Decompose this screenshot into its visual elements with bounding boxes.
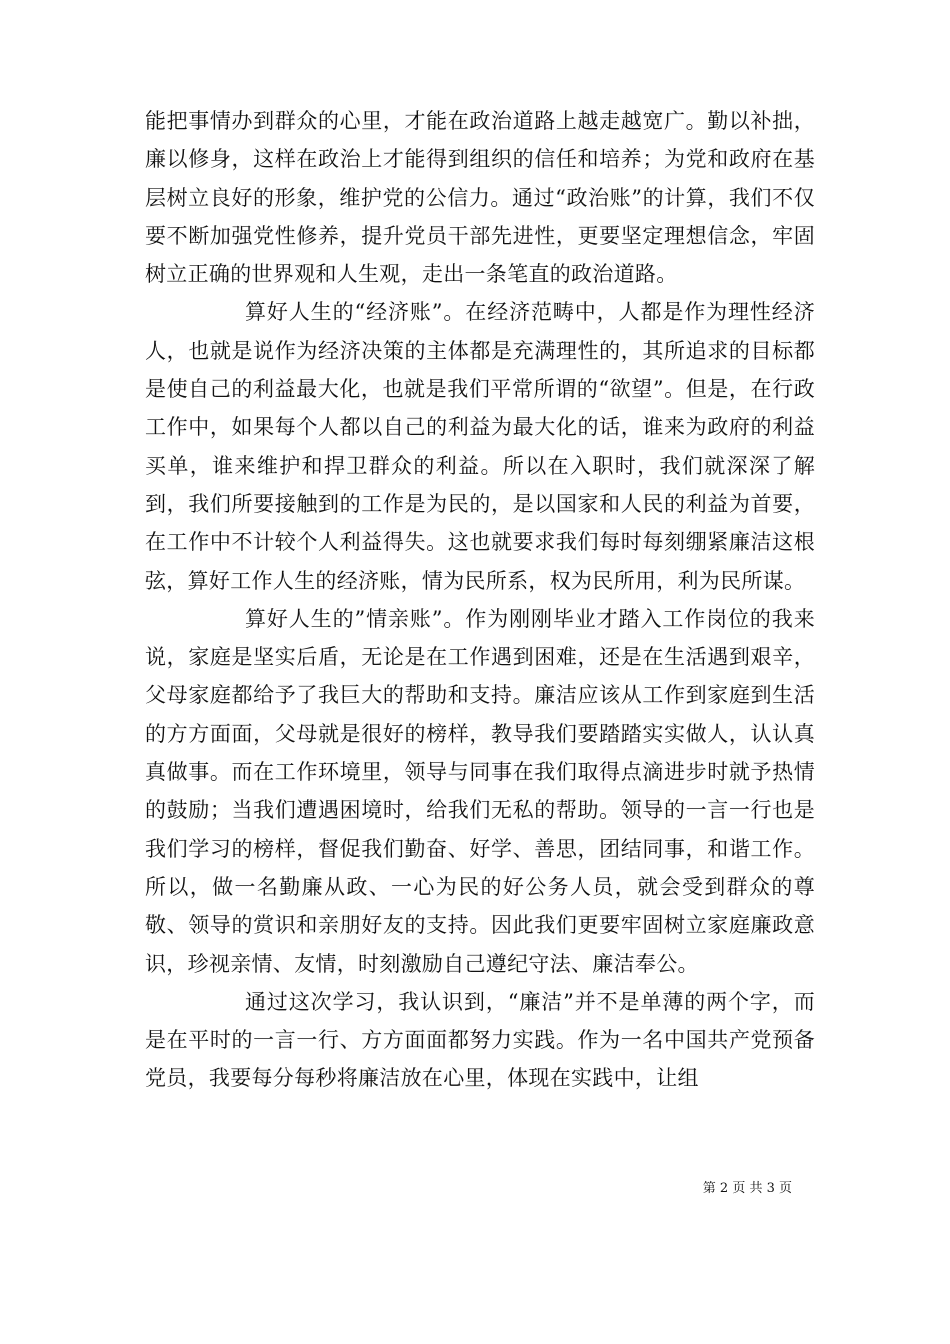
paragraph-economic-account: 算好人生的“经济账”。在经济范畴中，人都是作为理性经济人，也就是说作为经济决策的主体都是充满理性的，其所追求的目标都是使自己的利益最大化，也就是我们平常所谓的“欲望”。但是，在行政工作中，如果每个人都以自己的利益为最大化的话，谁来为政府的利益买单，谁来维护和捍卫群众的利益。所以在入职时，我们就深深了解到，我们所要接触到的工作是为民的，是以国家和人民的利益为首要，在工作中不计较个人利益得失。这也就要求我们每时每刻绷紧廉洁这根弦，算好工作人生的经济账，情为民所系，权为民所用，利为民所谋。 — [145, 300, 815, 593]
paragraph-family-account: 算好人生的”情亲账”。作为刚刚毕业才踏入工作岗位的我来说，家庭是坚实后盾，无论是在工作遇到困难，还是在生活遇到艰辛，父母家庭都给予了我巨大的帮助和支持。廉洁应该从工作到家庭到生活的方方面面，父母就是很好的榜样，教导我们要踏踏实实做人，认认真真做事。而在工作环境里，领导与同事在我们取得点滴进步时就予热情的鼓励；当我们遭遇困境时，给我们无私的帮助。领导的一言一行也是我们学习的榜样，督促我们勤奋、好学、善思，团结同事，和谐工作。所以，做一名勤廉从政、一心为民的好公务人员，就会受到群众的尊敬、领导的赏识和亲朋好友的支持。因此我们更要牢固树立家庭廉政意识，珍视亲情、友情，时刻激励自己遵纪守法、廉洁奉公。 — [145, 606, 815, 976]
page-number-footer: 第 2 页 共 3 页 — [702, 1181, 792, 1196]
document-body — [145, 102, 815, 1098]
paragraph-conclusion: 通过这次学习，我认识到，“廉洁”并不是单薄的两个字，而是在平时的一言一行、方方面面都努力实践。作为一名中国共产党预备党员，我要每分每秒将廉洁放在心里，体现在实践中，让组 — [145, 989, 815, 1091]
paragraph-political-account-continued: 能把事情办到群众的心里，才能在政治道路上越走越宽广。勤以补拙，廉以修身，这样在政治上才能得到组织的信任和培养；为党和政府在基层树立良好的形象，维护党的公信力。通过“政治账”的计算，我们不仅要不断加强党性修养，提升党员干部先进性，更要坚定理想信念，牢固树立正确的世界观和人生观，走出一条笔直的政治道路。 — [145, 109, 815, 287]
